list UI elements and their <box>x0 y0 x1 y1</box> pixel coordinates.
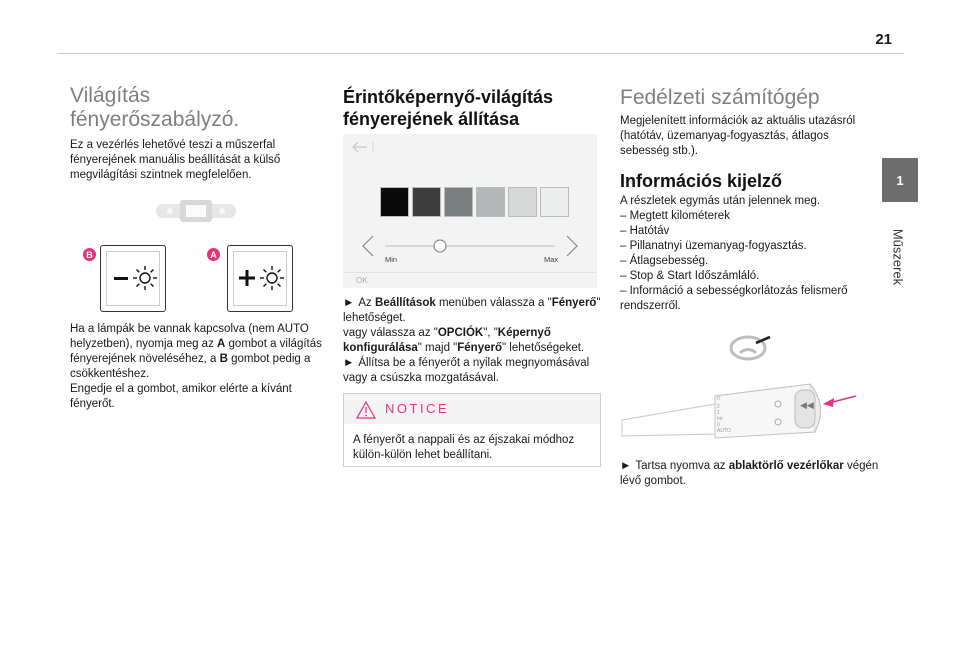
list-item: – Hatótáv <box>620 225 670 237</box>
col2-body: ► Az Beállítások menüben válassza a "Fényerő" lehetőséget. vagy válassza az "OPCIÓK", "Képernyő konfigurálása" majd "Fényerő" lehetőségeket. ► Állítsa be a fényerőt a nyilak megnyomásával vagy a csúszka mozgatásával. <box>343 297 601 384</box>
header-rule <box>58 53 904 54</box>
brightness-swatch <box>444 187 473 217</box>
warning-icon <box>356 401 376 419</box>
badge-b: B <box>83 248 96 261</box>
lever-label: 1 <box>717 410 720 416</box>
section-title: Érintőképernyő-világítás fényerejének állítása <box>343 87 554 129</box>
notice-box <box>343 393 601 467</box>
col1-intro: Ez a vezérlés lehetővé teszi a műszerfal fényerejének manuális beállítását a külső megvilágítási szintnek megfelelően. <box>70 139 281 181</box>
right-arrow-icon <box>567 236 577 256</box>
page-number: 21 <box>875 31 892 48</box>
slider-handle <box>434 240 446 252</box>
dim-button-b[interactable] <box>100 245 166 312</box>
back-arrow-icon <box>351 140 379 154</box>
slider-min-label: Min <box>385 255 398 264</box>
ok-label: OK <box>356 276 368 285</box>
brightness-swatch <box>380 187 409 217</box>
list-item: – Átlagsebesség. <box>620 255 709 267</box>
list-item: – Pillanatnyi üzemanyag-fogyasztás. <box>620 240 807 252</box>
list-item: – Információ a sebességkorlátozás felismerő rendszerről. <box>620 285 848 312</box>
slider-max-label: Max <box>544 255 559 264</box>
badge-a: A <box>207 248 220 261</box>
section-title: Fedélzeti számítógép <box>620 86 820 109</box>
steering-wheel-icon <box>728 331 772 363</box>
info-list <box>620 194 880 314</box>
brighten-button-a[interactable] <box>227 245 293 312</box>
col1-heading <box>70 84 330 132</box>
dashboard-controls-icon <box>150 197 242 225</box>
chapter-number: 1 <box>896 172 904 188</box>
lever-label: 2 <box>717 404 720 410</box>
info-list-lead: A részletek egymás után jelennek meg. <box>620 195 821 207</box>
chapter-label: Műszerek <box>890 228 906 286</box>
brightness-slider <box>343 232 597 266</box>
list-item: – Megtett kilométerek <box>620 210 730 222</box>
col3-intro: Megjelenített információk az aktuális utazásról (hatótáv, üzemanyag-fogyasztás, átlagos sebesség stb.). <box>620 115 856 157</box>
col3-action: ► Tartsa nyomva az ablaktörlő vezérlőkar végén lévő gombot. <box>620 460 879 487</box>
chapter-tab[interactable] <box>882 158 918 202</box>
brightness-swatch <box>476 187 505 217</box>
notice-text: A fényerőt a nappali és az éjszakai módhoz külön-külön lehet beállítani. <box>353 434 575 461</box>
left-arrow-icon <box>363 236 373 256</box>
lever-label: AUTO <box>717 428 731 434</box>
list-item: – Stop & Start Időszámláló. <box>620 270 760 282</box>
section-title: Világítás fényerőszabályzó. <box>70 84 240 131</box>
touchscreen-illustration <box>343 134 597 288</box>
subsection-title: Információs kijelző <box>620 171 783 191</box>
lever-label: 0 <box>717 396 720 402</box>
lever-label: Int <box>717 416 723 422</box>
wiper-stalk-illustration <box>620 376 860 446</box>
lever-label: 0 <box>717 422 720 428</box>
brightness-increase-icon <box>228 246 292 311</box>
notice-title: NOTICE <box>385 401 450 416</box>
brightness-decrease-icon <box>101 246 165 311</box>
brightness-swatch <box>508 187 537 217</box>
col1-body: Ha a lámpák be vannak kapcsolva (nem AUTO helyzetben), nyomja meg az A gombot a világítás fényerejének növeléséhez, a B gombot pedig a csökkentéshez. Engedje el a gombot, amikor elérte a kívánt fényerőt. <box>70 323 322 410</box>
brightness-swatch <box>412 187 441 217</box>
svg-text:◀◀: ◀◀ <box>800 401 814 411</box>
brightness-swatch <box>540 187 569 217</box>
notice-header <box>344 394 600 424</box>
